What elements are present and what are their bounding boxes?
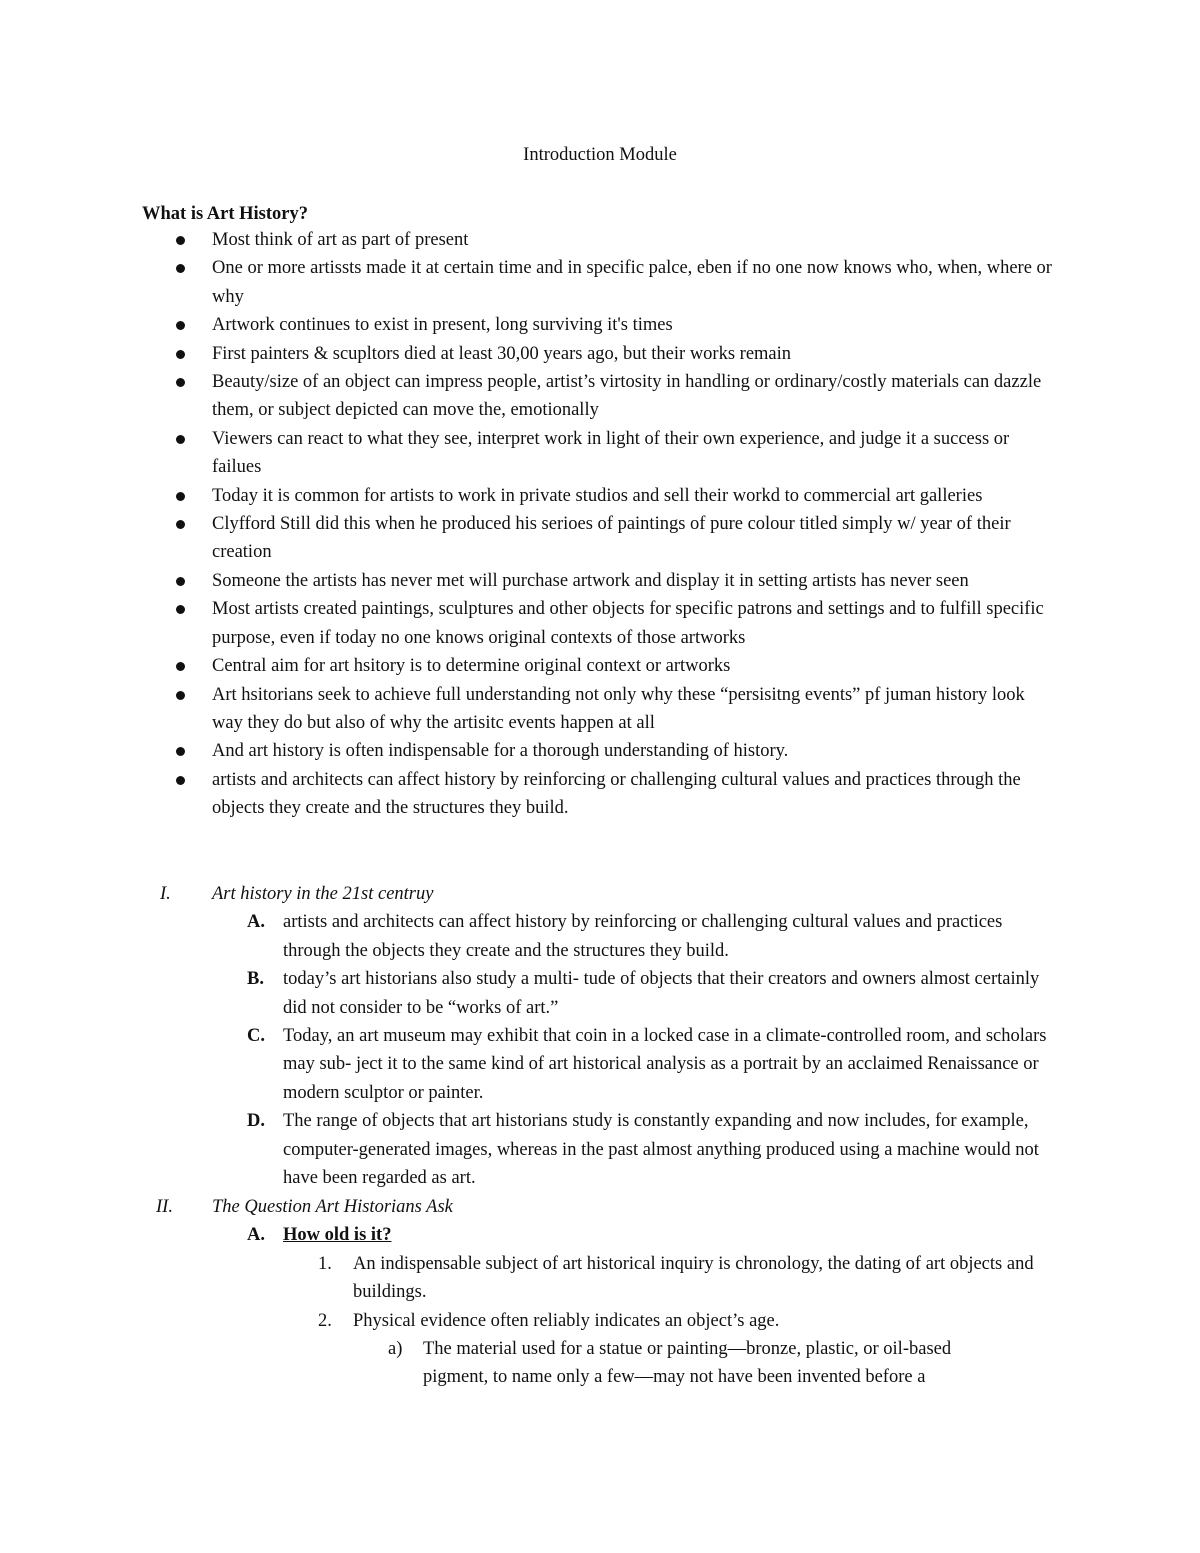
bullet-item — [0, 311, 1200, 339]
outline-heading — [0, 880, 1200, 908]
outline-marker: 2. — [318, 1310, 332, 1331]
bullet-icon — [176, 350, 185, 359]
bullet-icon — [176, 747, 185, 756]
bullet-icon — [176, 520, 185, 529]
outline-item — [0, 965, 1200, 1022]
document-title: Introduction Module — [523, 145, 677, 165]
outline-section-1 — [0, 880, 1200, 1192]
bullet-icon — [176, 435, 185, 444]
bullet-item — [0, 595, 1200, 652]
outline-marker: 1. — [318, 1253, 332, 1274]
bullet-icon — [176, 605, 185, 614]
bullet-item — [0, 766, 1200, 823]
outline-marker: II. — [156, 1197, 173, 1217]
outline-subheading — [0, 1221, 1200, 1249]
bullet-text: First painters & scupltors died at least 30,00 years ago, but their works remain — [212, 343, 792, 364]
bullet-icon — [176, 577, 185, 586]
outline-item — [0, 1022, 1200, 1107]
bullet-text: artists and architects can affect history by reinforcing or challenging cultural values and practices through the objects they create and the structures they build. — [212, 769, 1021, 819]
outline-heading-text: Art history in the 21st centruy — [212, 884, 434, 904]
bullet-text: Clyfford Still did this when he produced his serioes of paintings of pure colour titled simply w/ year of their creation — [212, 514, 1011, 563]
outline-marker: A. — [247, 912, 265, 933]
bullet-icon — [176, 321, 185, 330]
outline-item-text: Today, an art museum may exhibit that coin in a locked case in a climate-controlled room, and scholars may sub- ject it to the same kind of art historical analysis as a portrait by an acclaimed Renaissance or modern sculptor or painter. — [283, 1026, 1047, 1103]
outline-marker: a) — [388, 1339, 403, 1360]
bullet-icon — [176, 691, 185, 700]
bullet-text: Beauty/size of an object can impress people, artist’s virtosity in handling or ordinary/costly materials can dazzle them, or subject depicted can move the, emotionally — [212, 372, 1042, 421]
outline-item-text: today’s art historians also study a multi- tude of objects that their creators and owners almost certainly did not consider to be “works of art.” — [283, 969, 1040, 1018]
bullet-text: Someone the artists has never met will purchase artwork and display it in setting artists has never seen — [212, 570, 969, 591]
outline-item — [0, 1250, 1200, 1307]
bullet-item — [0, 425, 1200, 482]
outline-subheading-text: How old is it? — [283, 1225, 392, 1246]
bullet-item — [0, 681, 1200, 738]
outline-heading-text: The Question Art Historians Ask — [212, 1197, 453, 1217]
outline-item-text: artists and architects can affect history by reinforcing or challenging cultural values and practices through the objects they create and the structures they build. — [283, 912, 1003, 961]
section-heading: What is Art History? — [142, 204, 308, 224]
bullet-item — [0, 652, 1200, 680]
bullet-icon — [176, 492, 185, 501]
outline-item-text: The range of objects that art historians study is constantly expanding and now includes, for example, computer-generated images, whereas in the past almost anything produced using a machine would not have been regarded as art. — [283, 1111, 1039, 1189]
outline-item-text: Physical evidence often reliably indicates an object’s age. — [353, 1310, 780, 1331]
bullet-icon — [176, 236, 185, 245]
bullet-icon — [176, 264, 185, 273]
bullet-text: Most think of art as part of present — [212, 230, 469, 250]
bullet-text: Today it is common for artists to work in private studios and sell their workd to commercial art galleries — [212, 485, 983, 506]
outline-marker: D. — [247, 1111, 265, 1132]
bullet-text: Central aim for art hsitory is to determine original context or artworks — [212, 656, 731, 677]
bullet-item — [0, 510, 1200, 567]
bullet-icon — [176, 776, 185, 785]
bullet-item — [0, 482, 1200, 510]
outline-item — [0, 908, 1200, 965]
bullet-text: Viewers can react to what they see, interpret work in light of their own experience, and judge it a success or failues — [212, 428, 1010, 478]
outline-item — [0, 1335, 1200, 1392]
bullet-text: Art hsitorians seek to achieve full understanding not only why these “persisitng events” pf juman history look way they do but also of why the artisitc events happen at all — [212, 684, 1025, 733]
bullet-list — [0, 226, 1200, 823]
bullet-item — [0, 254, 1200, 311]
bullet-text: Most artists created paintings, sculptures and other objects for specific patrons and settings and to fulfill specific purpose, even if today no one knows original contexts of those artworks — [212, 599, 1044, 648]
outline-item-text: An indispensable subject of art historical inquiry is chronology, the dating of art objects and buildings. — [353, 1253, 1034, 1303]
bullet-item — [0, 368, 1200, 425]
outline-item — [0, 1107, 1200, 1192]
outline-marker: C. — [247, 1026, 265, 1047]
bullet-item — [0, 737, 1200, 765]
outline-item — [0, 1307, 1200, 1335]
outline-marker: I. — [160, 884, 171, 904]
bullet-item — [0, 226, 1200, 254]
bullet-item — [0, 567, 1200, 595]
bullet-text: One or more artissts made it at certain time and in specific palce, eben if no one now knows who, when, where or why — [212, 258, 1052, 307]
bullet-item — [0, 340, 1200, 368]
outline-section-2 — [0, 1193, 1200, 1392]
outline-item-text: The material used for a statue or painting—bronze, plastic, or oil-based pigment, to name only a few—may not have been invented before a — [423, 1339, 952, 1388]
outline-heading — [0, 1193, 1200, 1221]
bullet-icon — [176, 378, 185, 387]
bullet-icon — [176, 662, 185, 671]
outline-marker: A. — [247, 1225, 265, 1246]
outline-marker: B. — [247, 969, 264, 990]
bullet-text: Artwork continues to exist in present, long surviving it's times — [212, 315, 673, 336]
bullet-text: And art history is often indispensable for a thorough understanding of history. — [212, 741, 789, 762]
